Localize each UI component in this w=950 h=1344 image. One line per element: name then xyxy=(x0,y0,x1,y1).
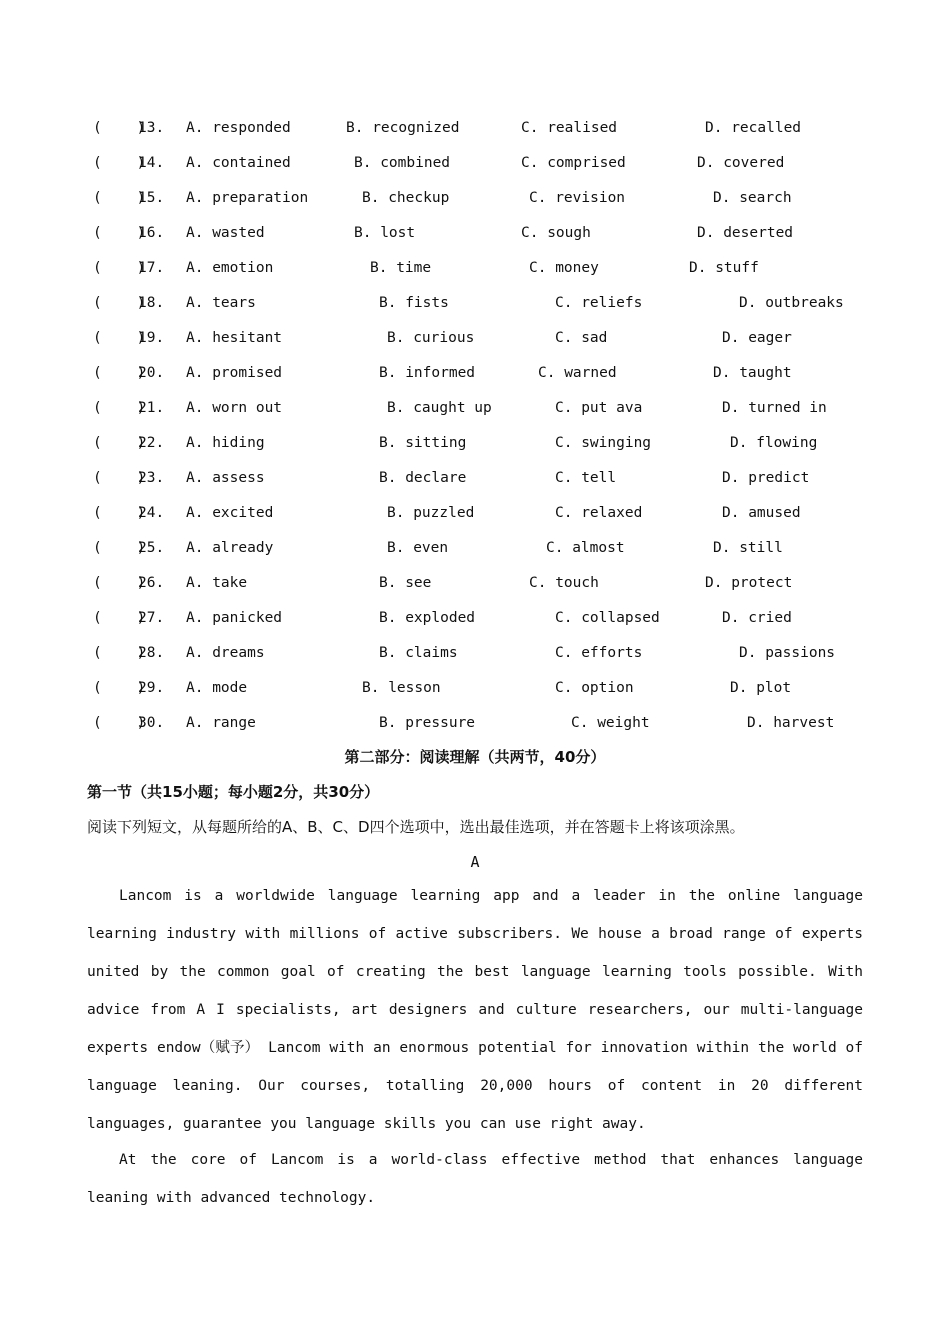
question-number: 29. xyxy=(138,680,165,696)
answer-blank: ( ) xyxy=(93,400,146,416)
question-number: 20. xyxy=(138,365,165,381)
answer-blank: ( ) xyxy=(93,155,146,171)
question-number: 18. xyxy=(138,295,165,311)
question-number: 21. xyxy=(138,400,165,416)
option-a: A. tears xyxy=(186,295,256,311)
answer-blank: ( ) xyxy=(93,540,146,556)
question-number: 23. xyxy=(138,470,165,486)
option-d: D. deserted xyxy=(697,225,794,241)
option-a: A. responded xyxy=(186,120,291,136)
part-heading: 第二部分：阅读理解（共两节，40分） xyxy=(344,748,606,766)
option-d: D. eager xyxy=(722,330,792,346)
option-a: A. already xyxy=(186,540,274,556)
answer-blank: ( ) xyxy=(93,365,146,381)
answer-blank: ( ) xyxy=(93,435,146,451)
option-b: B. checkup xyxy=(362,190,450,206)
option-a: A. promised xyxy=(186,365,283,381)
option-a: A. dreams xyxy=(186,645,265,661)
option-d: D. predict xyxy=(722,470,810,486)
option-b: B. combined xyxy=(354,155,451,171)
answer-blank: ( ) xyxy=(93,505,146,521)
option-a: A. contained xyxy=(186,155,291,171)
option-b: B. puzzled xyxy=(387,505,475,521)
question-row xyxy=(0,606,950,630)
question-number: 19. xyxy=(138,330,165,346)
option-c: C. tell xyxy=(555,470,617,486)
option-c: C. reliefs xyxy=(555,295,643,311)
question-number: 28. xyxy=(138,645,165,661)
option-d: D. recalled xyxy=(705,120,802,136)
option-d: D. cried xyxy=(722,610,792,626)
section-heading: 第一节（共15小题；每小题2分，共30分） xyxy=(87,783,380,801)
option-c: C. revision xyxy=(529,190,626,206)
option-c: C. almost xyxy=(546,540,625,556)
answer-blank: ( ) xyxy=(93,295,146,311)
option-c: C. realised xyxy=(521,120,618,136)
option-c: C. swinging xyxy=(555,435,652,451)
question-row xyxy=(0,676,950,700)
option-a: A. wasted xyxy=(186,225,265,241)
option-c: C. relaxed xyxy=(555,505,643,521)
answer-blank: ( ) xyxy=(93,190,146,206)
option-c: C. collapsed xyxy=(555,610,660,626)
question-row xyxy=(0,151,950,175)
option-b: B. even xyxy=(387,540,449,556)
question-row xyxy=(0,186,950,210)
option-a: A. assess xyxy=(186,470,265,486)
option-b: B. sitting xyxy=(379,435,467,451)
option-b: B. claims xyxy=(379,645,458,661)
option-a: A. panicked xyxy=(186,610,283,626)
question-row xyxy=(0,536,950,560)
option-b: B. lesson xyxy=(362,680,441,696)
option-a: A. hiding xyxy=(186,435,265,451)
question-row xyxy=(0,466,950,490)
question-number: 16. xyxy=(138,225,165,241)
question-number: 15. xyxy=(138,190,165,206)
option-c: C. warned xyxy=(538,365,617,381)
passage-paragraph-1: Lancom is a worldwide language learning app and a leader in the online language learning industry with millions of active subscribers. We house a broad range of experts united by the common goal of creating the best language learning tools possible. With advice from A I specialists, art designers and culture researchers, our multi-language experts endow（赋予） Lancom with an enormous potential for innovation within the world of language leaning. Our courses, totalling 20,000 hours of content in 20 different languages, guarantee you language skills you can use right away. xyxy=(87,888,863,1132)
option-c: C. put ava xyxy=(555,400,643,416)
option-d: D. search xyxy=(713,190,792,206)
option-a: A. excited xyxy=(186,505,274,521)
passage-paragraph-2: At the core of Lancom is a world-class effective method that enhances language leaning with advanced technology. xyxy=(87,1152,863,1206)
question-row xyxy=(0,326,950,350)
answer-blank: ( ) xyxy=(93,680,146,696)
answer-blank: ( ) xyxy=(93,225,146,241)
option-a: A. range xyxy=(186,715,256,731)
option-c: C. comprised xyxy=(521,155,626,171)
option-b: B. caught up xyxy=(387,400,492,416)
option-d: D. passions xyxy=(739,645,836,661)
option-c: C. sad xyxy=(555,330,608,346)
option-b: B. recognized xyxy=(346,120,460,136)
option-b: B. informed xyxy=(379,365,476,381)
option-a: A. hesitant xyxy=(186,330,283,346)
answer-blank: ( ) xyxy=(93,610,146,626)
option-b: B. declare xyxy=(379,470,467,486)
question-number: 14. xyxy=(138,155,165,171)
option-d: D. flowing xyxy=(730,435,818,451)
option-d: D. still xyxy=(713,540,783,556)
answer-blank: ( ) xyxy=(93,260,146,276)
option-a: A. preparation xyxy=(186,190,309,206)
answer-blank: ( ) xyxy=(93,330,146,346)
question-row xyxy=(0,431,950,455)
option-d: D. outbreaks xyxy=(739,295,844,311)
option-b: B. curious xyxy=(387,330,475,346)
option-d: D. turned in xyxy=(722,400,827,416)
answer-blank: ( ) xyxy=(93,470,146,486)
question-row xyxy=(0,711,950,735)
question-number: 17. xyxy=(138,260,165,276)
passage-label: A xyxy=(470,853,480,871)
option-c: C. weight xyxy=(571,715,650,731)
question-number: 27. xyxy=(138,610,165,626)
question-row xyxy=(0,256,950,280)
question-number: 24. xyxy=(138,505,165,521)
option-b: B. exploded xyxy=(379,610,476,626)
option-d: D. protect xyxy=(705,575,793,591)
question-number: 22. xyxy=(138,435,165,451)
option-b: B. pressure xyxy=(379,715,476,731)
option-c: C. efforts xyxy=(555,645,643,661)
question-row xyxy=(0,221,950,245)
option-d: D. plot xyxy=(730,680,792,696)
question-row xyxy=(0,396,950,420)
answer-blank: ( ) xyxy=(93,575,146,591)
question-row xyxy=(0,641,950,665)
option-a: A. take xyxy=(186,575,248,591)
option-a: A. worn out xyxy=(186,400,283,416)
option-b: B. fists xyxy=(379,295,449,311)
option-d: D. stuff xyxy=(689,260,759,276)
option-c: C. sough xyxy=(521,225,591,241)
answer-blank: ( ) xyxy=(93,645,146,661)
question-row xyxy=(0,291,950,315)
option-c: C. money xyxy=(529,260,599,276)
option-a: A. emotion xyxy=(186,260,274,276)
question-number: 13. xyxy=(138,120,165,136)
option-d: D. amused xyxy=(722,505,801,521)
option-d: D. covered xyxy=(697,155,785,171)
question-row xyxy=(0,361,950,385)
option-b: B. see xyxy=(379,575,432,591)
question-number: 26. xyxy=(138,575,165,591)
option-c: C. option xyxy=(555,680,634,696)
option-c: C. touch xyxy=(529,575,599,591)
question-number: 25. xyxy=(138,540,165,556)
question-row xyxy=(0,571,950,595)
answer-blank: ( ) xyxy=(93,120,146,136)
option-b: B. time xyxy=(370,260,432,276)
question-row xyxy=(0,501,950,525)
question-row xyxy=(0,116,950,140)
option-d: D. harvest xyxy=(747,715,835,731)
option-b: B. lost xyxy=(354,225,416,241)
question-number: 30. xyxy=(138,715,165,731)
option-a: A. mode xyxy=(186,680,248,696)
option-d: D. taught xyxy=(713,365,792,381)
answer-blank: ( ) xyxy=(93,715,146,731)
instructions: 阅读下列短文，从每题所给的A、B、C、D四个选项中，选出最佳选项，并在答题卡上将该项涂黑。 xyxy=(87,818,745,836)
